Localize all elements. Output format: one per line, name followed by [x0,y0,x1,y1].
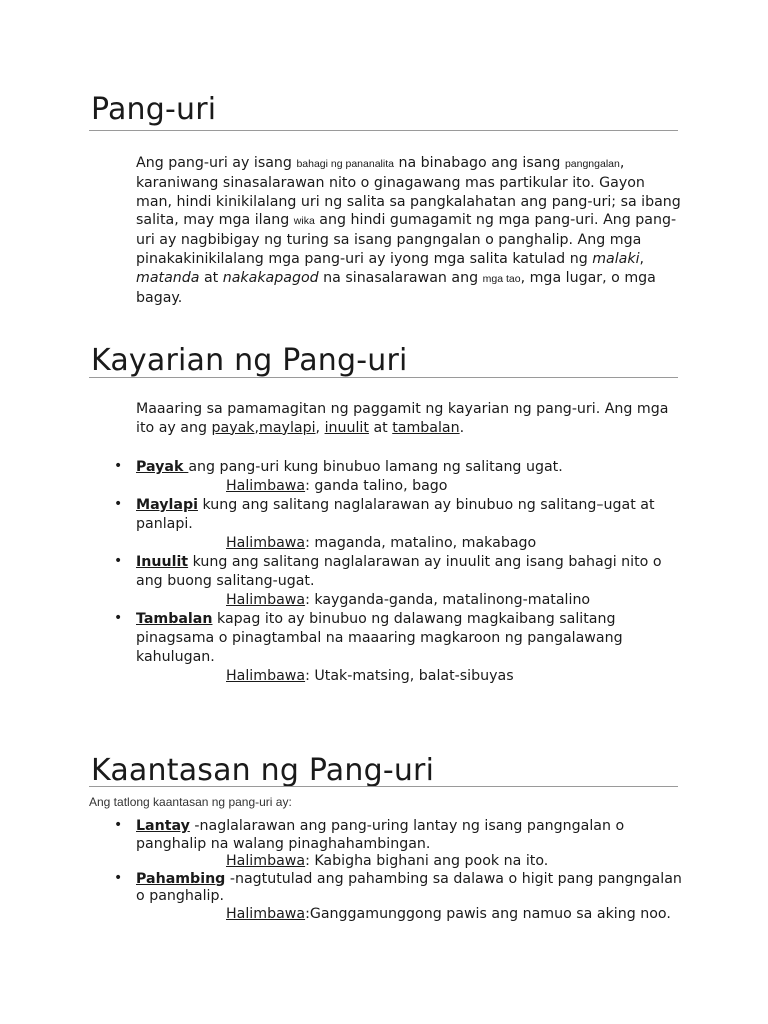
section-title-kayarian: Kayarian ng Pang-uri [91,343,408,378]
definition-paragraph: Ang pang-uri ay isang bahagi ng pananalita na binabago ang isang pangngalan, karaniwang sinasalarawan nito o ginagawang mas partikular ito. Gayon man, hindi kinikilalang uri ng salita sa pangkalahatan ang pang-uri; sa ibang salita, may mga ilang wika ang hindi gumagamit ng mga pang-uri. Ang pang-uri ay nagbibigay ng turing sa isang pangngalan o panghalip. Ang mga pinakakinikilalang mga pang-uri ay iyong mga salita katulad ng malaki, matanda at nakakapagod na sinasalarawan ang mga tao, mga lugar, o mga bagay. [136,155,681,306]
example-label[interactable]: Halimbawa [226,535,306,551]
term-tambalan[interactable]: Tambalan [136,611,213,627]
example-label[interactable]: Halimbawa [226,592,306,608]
term-inuulit[interactable]: Inuulit [136,554,189,570]
list-item: • Inuulit kung ang salitang naglalarawan ay inuulit ang isang bahagi nito o ang buong salitang-ugat. Halimbawa: kayganda-ganda, matalinong-matalino [114,553,662,608]
example-label[interactable]: Halimbawa [226,905,306,922]
kaantasan-note: Ang tatlong kaantasan ng pang-uri ay: [89,795,292,809]
example-label[interactable]: Halimbawa [226,668,306,684]
link-inuulit[interactable]: inuulit [324,419,369,436]
heading-rule [89,786,678,787]
list-item: • Tambalan kapag ito ay binubuo ng dalawang magkaibang salitang pinagsama o pinagtambal na maaaring magkaroon ng pangalawang kahulugan. Halimbawa: Utak-matsing, balat-sibuyas [114,610,623,684]
bullet-icon: • [114,458,123,474]
list-item: • Maylapi kung ang salitang naglalarawan ay binubuo ng salitang–ugat at panlapi. Halimbawa: maganda, matalino, makabago [114,496,655,551]
bullet-icon: • [114,553,123,569]
link-payak[interactable]: payak [211,419,255,436]
kayarian-intro: Maaaring sa pamamagitan ng paggamit ng kayarian ng pang-uri. Ang mga ito ay ang payak,maylapi, inuulit at tambalan. [136,401,669,436]
bullet-icon: • [114,817,123,833]
link-bahagi-ng-pananalita[interactable]: bahagi ng pananalita [296,158,394,170]
section-title-kaantasan: Kaantasan ng Pang-uri [91,753,435,788]
link-mga-tao[interactable]: mga tao [482,272,521,285]
link-maylapi[interactable]: maylapi [259,419,316,436]
link-tambalan[interactable]: tambalan [392,419,460,436]
example-label[interactable]: Halimbawa [226,853,306,869]
kayarian-list [91,458,687,686]
section-title-pang-uri: Pang-uri [91,92,217,127]
link-wika[interactable]: wika [293,215,315,228]
term-maylapi[interactable]: Maylapi [136,497,198,513]
heading-rule [89,377,678,378]
list-item: • Pahambing -nagtutulad ang pahambing sa dalawa o higit pang pangngalan o panghalip. Halimbawa:Ganggamunggong pawis ang namuo sa aking noo. [114,869,682,922]
term-pahambing[interactable]: Pahambing [136,870,226,887]
link-pangngalan[interactable]: pangngalan [564,158,620,170]
bullet-icon: • [114,496,123,512]
bullet-icon: • [114,869,123,886]
kaantasan-list [91,818,687,923]
heading-rule [89,130,678,131]
term-payak[interactable]: Payak [136,459,189,475]
example-label[interactable]: Halimbawa [226,478,306,494]
bullet-icon: • [114,610,123,626]
list-item: • Payak ang pang-uri kung binubuo lamang ng salitang ugat. Halimbawa: ganda talino, bago [114,458,563,494]
term-lantay[interactable]: Lantay [136,818,190,834]
list-item: • Lantay -naglalarawan ang pang-uring lantay ng isang pangngalan o panghalip na walang pinaghahambingan. Halimbawa: Kabigha bighani ang pook na ito. [114,817,625,869]
